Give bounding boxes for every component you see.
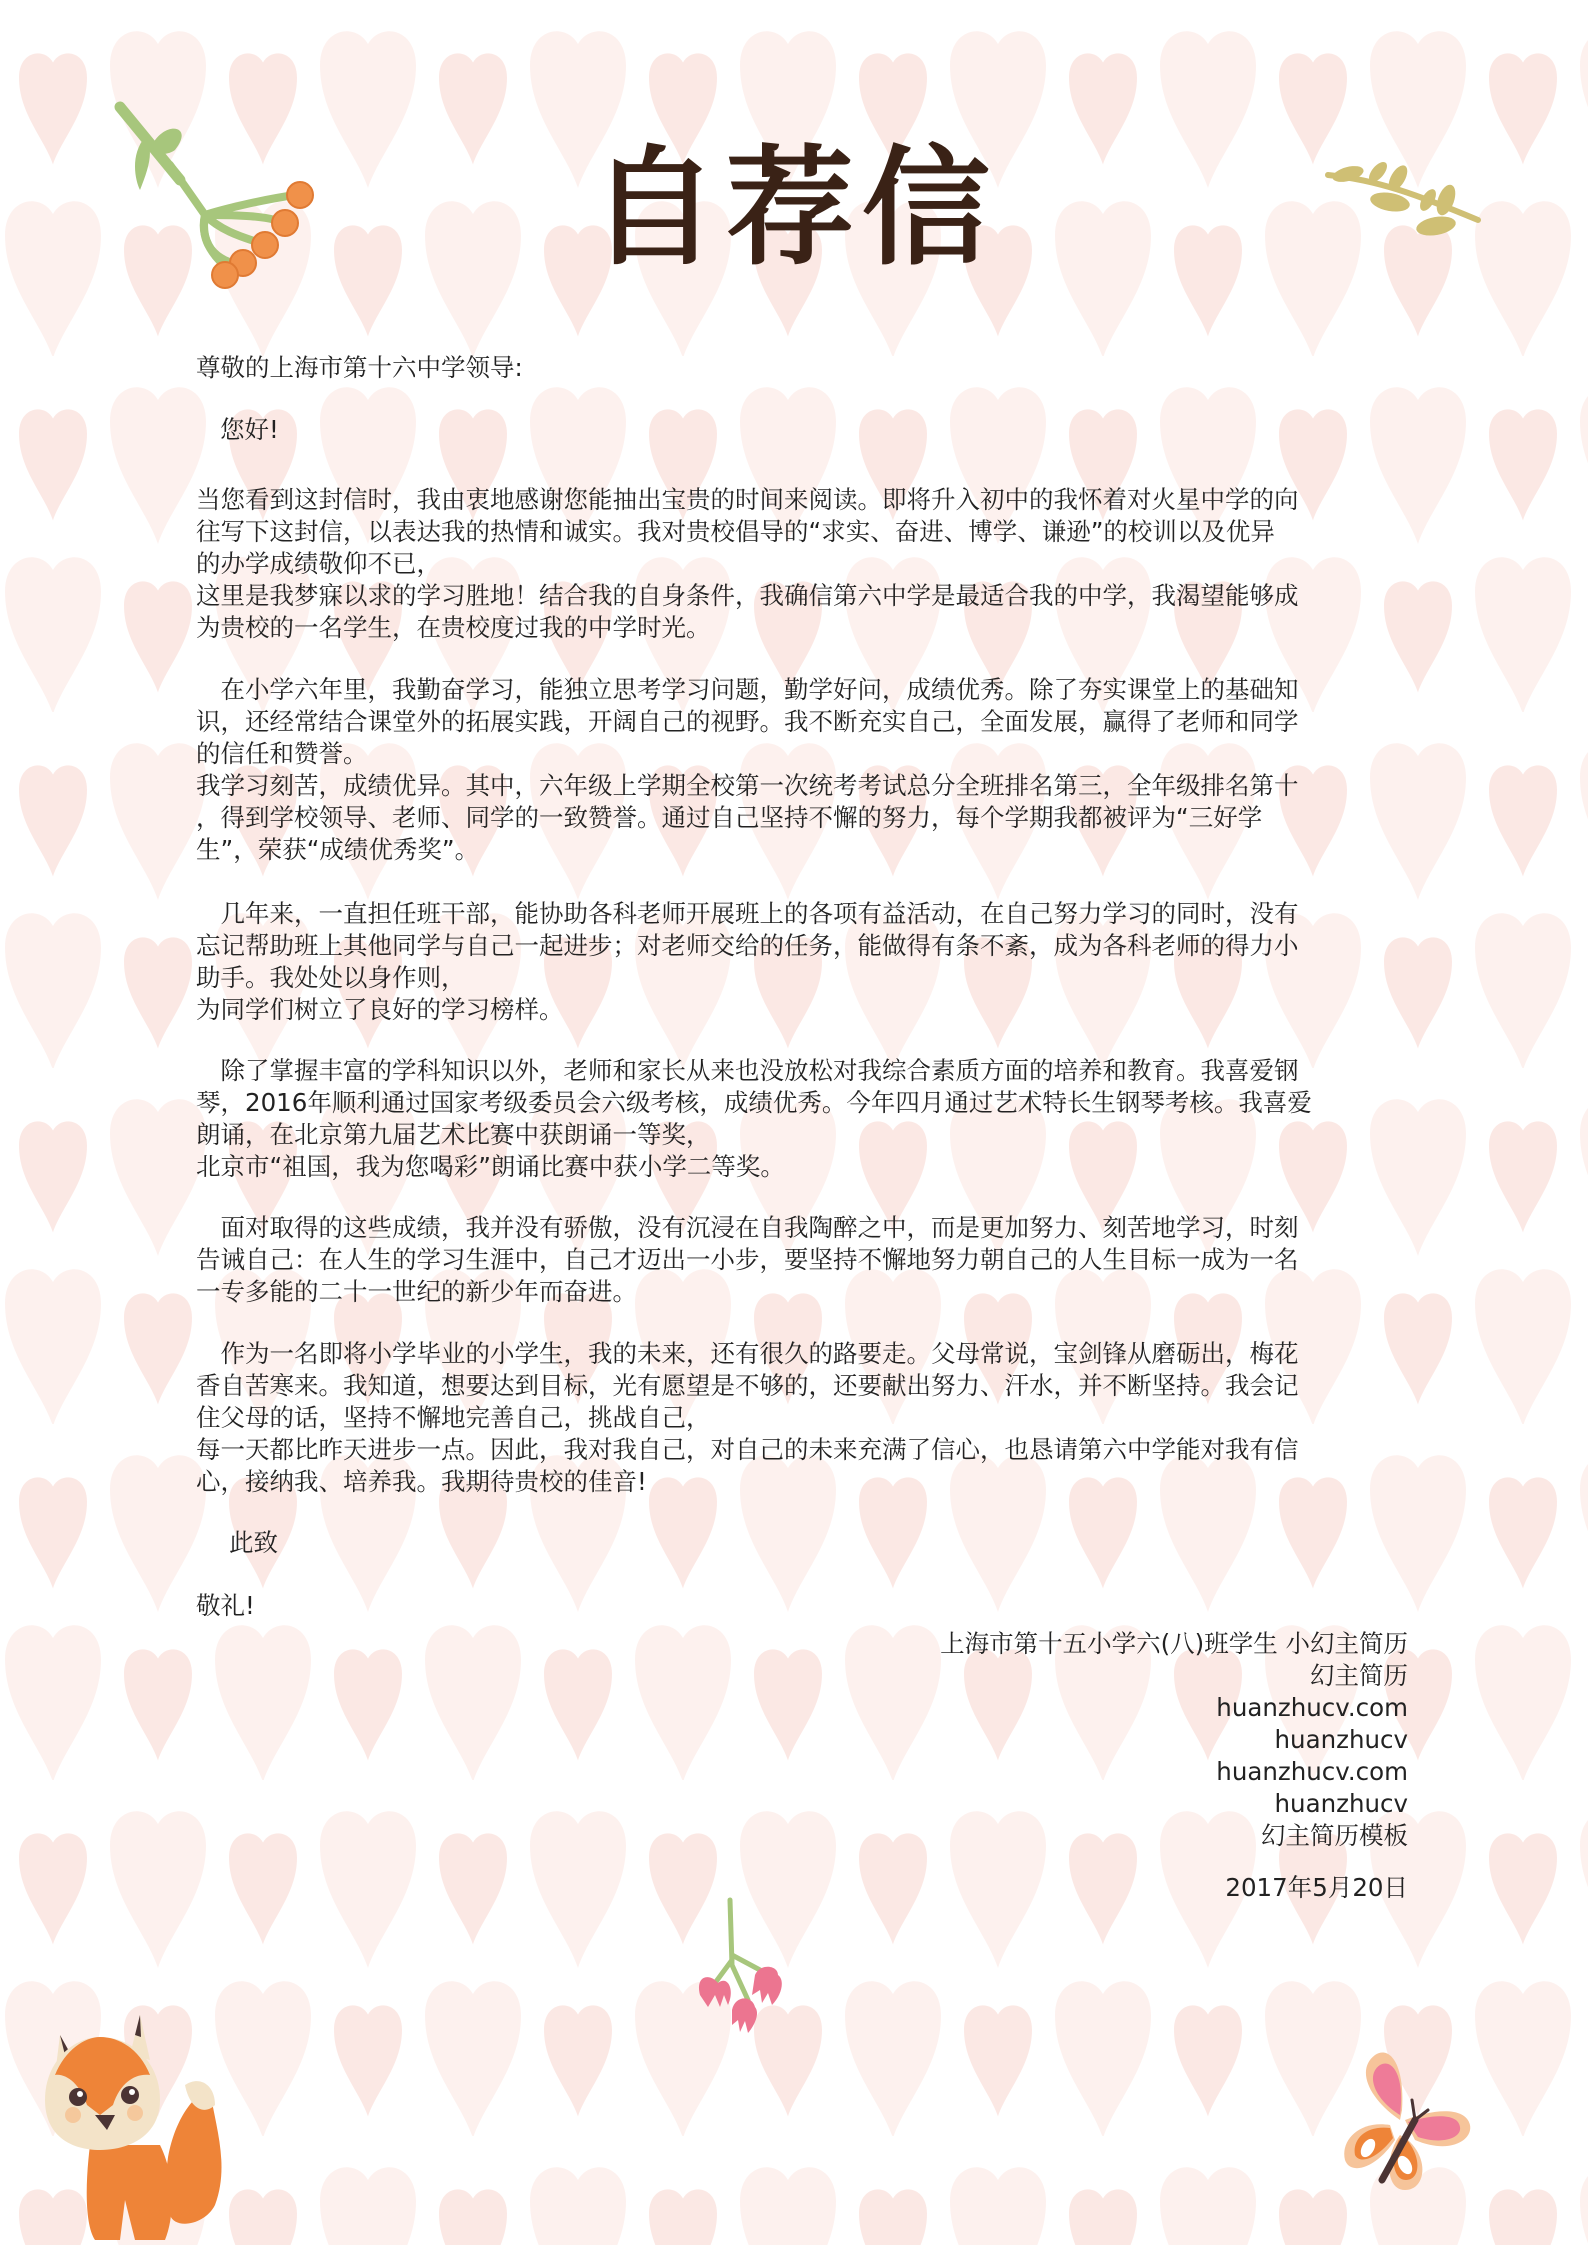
text-line: 住父母的话，坚持不懈地完善自己，挑战自己， — [196, 1403, 711, 1432]
text-line: 我学习刻苦，成绩优异。其中，六年级上学期全校第一次统考考试总分全班排名第三，全年级排名第十 — [196, 771, 1299, 800]
signature-line: huanzhucv — [1274, 1789, 1408, 1818]
text-line: 往写下这封信，以表达我的热情和诚实。我对贵校倡导的“求实、奋进、博学、谦逊”的校训以及优异 — [196, 517, 1275, 546]
text-line: 除了掌握丰富的学科知识以外，老师和家长从来也没放松对我综合素质方面的培养和教育。我喜爱钢 — [196, 1056, 1299, 1085]
text-line: 北京市“祖国，我为您喝彩”朗诵比赛中获小学二等奖。 — [196, 1152, 785, 1181]
text-line: 这里是我梦寐以求的学习胜地！结合我的自身条件，我确信第六中学是最适合我的中学，我渴望能够成 — [196, 581, 1299, 610]
text-line: 每一天都比昨天进步一点。因此，我对我自己，对自己的未来充满了信心，也恳请第六中学能对我有信 — [196, 1435, 1299, 1464]
signature-line: huanzhucv — [1274, 1725, 1408, 1754]
text-line: 告诫自己：在人生的学习生涯中，自己才迈出一小步，要坚持不懈地努力朝自己的人生目标一成为一名 — [196, 1245, 1299, 1274]
closing-phrase: 此致 — [229, 1528, 278, 1557]
signature-line: 幻主简历 — [1310, 1661, 1408, 1690]
signature-line: huanzhucv.com — [1216, 1693, 1408, 1722]
paragraph-intro — [196, 484, 1411, 644]
text-line: 忘记帮助班上其他同学与自己一起进步；对老师交给的任务，能做得有条不紊，成为各科老师的得力小 — [196, 931, 1299, 960]
salutation: 尊敬的上海市第十六中学领导: — [196, 353, 523, 382]
paragraph-talents — [196, 1055, 1411, 1183]
text-line: 面对取得的这些成绩，我并没有骄傲，没有沉浸在自我陶醉之中，而是更加努力、刻苦地学习，时刻 — [196, 1213, 1299, 1242]
signature-block — [940, 1628, 1408, 1904]
text-line: 的办学成绩敬仰不已， — [196, 549, 441, 578]
text-line: 香自苦寒来。我知道，想要达到目标，光有愿望是不够的，还要献出努力、汗水，并不断坚持。我会记 — [196, 1371, 1299, 1400]
greeting: 您好! — [220, 415, 279, 444]
text-line: 的信任和赞誉。 — [196, 739, 368, 768]
text-line: 作为一名即将小学毕业的小学生，我的未来，还有很久的路要走。父母常说，宝剑锋从磨砺出，梅花 — [196, 1339, 1299, 1368]
paragraph-attitude — [196, 1212, 1411, 1308]
text-line: 一专多能的二十一世纪的新少年而奋进。 — [196, 1277, 637, 1306]
text-line: 在小学六年里，我勤奋学习，能独立思考学习问题，勤学好问，成绩优秀。除了夯实课堂上的基础知 — [196, 675, 1299, 704]
text-line: 为贵校的一名学生，在贵校度过我的中学时光。 — [196, 613, 711, 642]
closing-salute: 敬礼! — [196, 1591, 255, 1620]
text-line: 心，接纳我、培养我。我期待贵校的佳音! — [196, 1467, 647, 1496]
paragraph-future — [196, 1338, 1411, 1498]
signature-line: 幻主简历模板 — [1261, 1821, 1408, 1850]
text-line: 助手。我处处以身作则， — [196, 963, 466, 992]
paragraph-studies — [196, 674, 1411, 866]
text-line: 识，还经常结合课堂外的拓展实践，开阔自己的视野。我不断充实自己，全面发展，赢得了老师和同学 — [196, 707, 1299, 736]
signature-line: huanzhucv.com — [1216, 1757, 1408, 1786]
text-line: 琴，2016年顺利通过国家考级委员会六级考核，成绩优秀。今年四月通过艺术特长生钢琴考核。我喜爱 — [196, 1088, 1312, 1117]
text-line: 为同学们树立了良好的学习榜样。 — [196, 995, 564, 1024]
letter-date: 2017年5月20日 — [1225, 1873, 1408, 1902]
text-line: 生”，荣获“成绩优秀奖”。 — [196, 835, 480, 864]
text-line: 当您看到这封信时，我由衷地感谢您能抽出宝贵的时间来阅读。即将升入初中的我怀着对火星中学的向 — [196, 485, 1299, 514]
paragraph-leadership — [196, 898, 1411, 1026]
text-line: ，得到学校领导、老师、同学的一致赞誉。通过自己坚持不懈的努力，每个学期我都被评为“三好学 — [196, 803, 1263, 832]
page-title: 自荐信 — [589, 132, 998, 283]
text-line: 几年来，一直担任班干部，能协助各科老师开展班上的各项有益活动，在自己努力学习的同时，没有 — [196, 899, 1299, 928]
text-line: 朗诵，在北京第九届艺术比赛中获朗诵一等奖， — [196, 1120, 711, 1149]
signature-line: 上海市第十五小学六(八)班学生 小幻主简历 — [940, 1629, 1408, 1658]
